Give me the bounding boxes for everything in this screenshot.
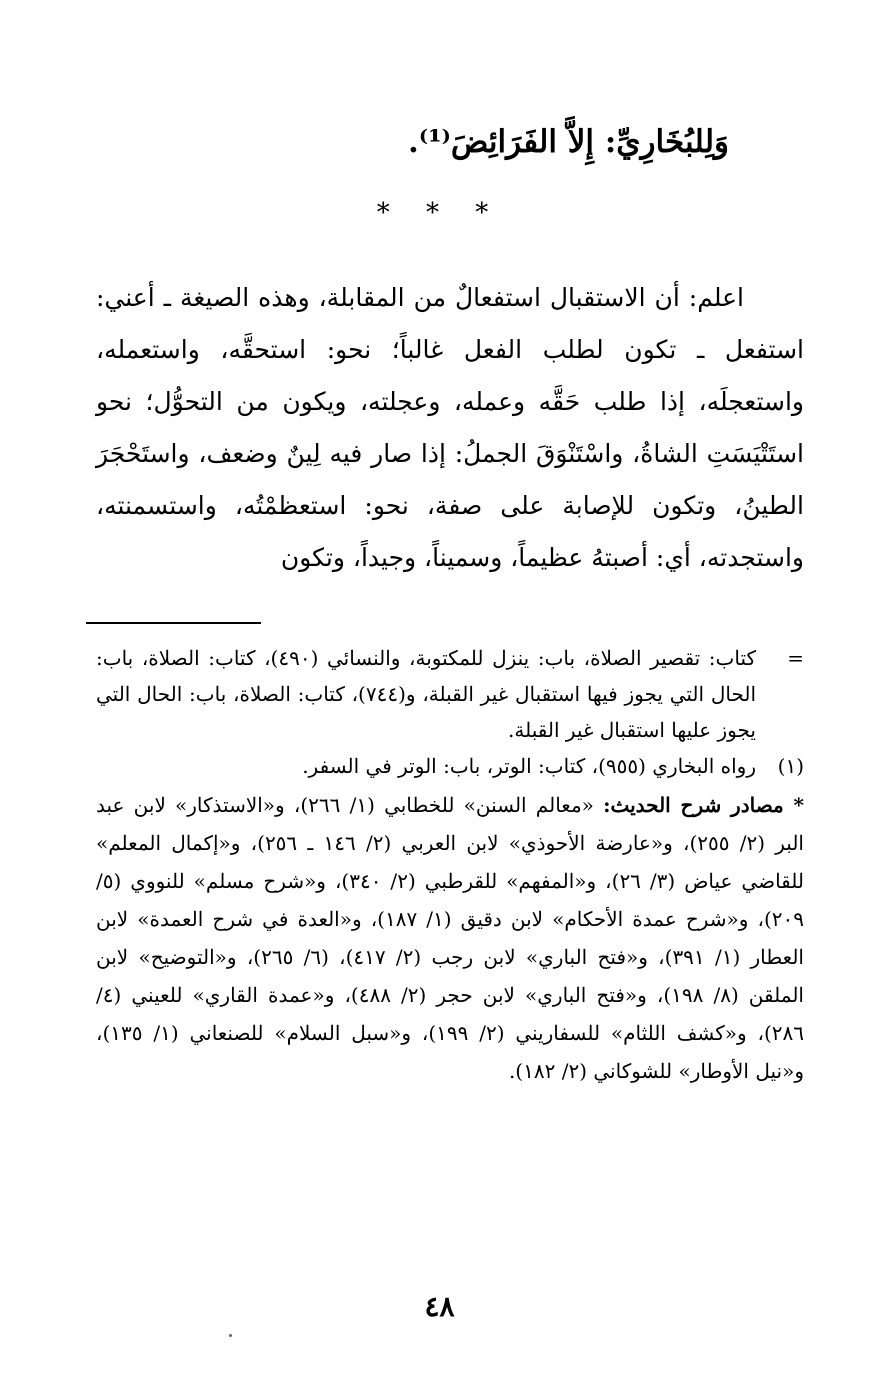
- section-separator: * * *: [376, 198, 503, 228]
- continuation-text: كتاب: تقصير الصلاة، باب: ينزل للمكتوبة، والنسائي (٤٩٠)، كتاب: الصلاة، باب: الحال التي يجوز فيها استقبال غير القبلة، و(٧٤٤)، كتاب: الصلاة، باب: الحال التي يجوز عليها استقبال غير القبلة.: [96, 646, 757, 742]
- main-paragraph: اعلم: أن الاستقبال استفعالٌ من المقابلة، وهذه الصيغة ـ أعني: استفعل ـ تكون لطلب الفعل غالباً؛ نحو: استحقَّه، واستعمله، واستعجلَه، إذا طلب حَقَّه وعمله، وعجلته، ويكون من التحوُّل؛ نحو استَتْيَسَتِ الشاةُ، واسْتَنْوَقَ الجملُ: إذا صار فيه لِينٌ وضعف، واستَحْجَرَ الطينُ، وتكون للإصابة على صفة، نحو: استعظمْتُه، واستسمنته، واستجدته، أي: أصبتهُ عظيماً، وسميناً، وجيداً، وتكون: [96, 283, 804, 572]
- footnote-1-text: رواه البخاري (٩٥٥)، كتاب: الوتر، باب: الوتر في السفر.: [302, 754, 756, 778]
- commentary-sources: [96, 786, 804, 1090]
- footnote-divider: [86, 622, 261, 624]
- page-number: ٤٨: [424, 1290, 455, 1323]
- footnote-continuation: [96, 640, 804, 748]
- sources-text: «معالم السنن» للخطابي (١/ ٢٦٦)، و«الاستذكار» لابن عبد البر (٢/ ٢٥٥)، و«عارضة الأحوذي» لابن العربي (٢/ ١٤٦ ـ ٢٥٦)، و«إكمال المعلم» للقاضي عياض (٣/ ٢٦)، و«المفهم» للقرطبي (٢/ ٣٤٠)، و«شرح مسلم» للنووي (٥/ ٢٠٩)، و«شرح عمدة الأحكام» لابن دقيق (١/ ١٨٧)، و«العدة في شرح العمدة» لابن العطار (١/ ٣٩١)، و«فتح الباري» لابن رجب (٢/ ٤١٧)، (٦/ ٢٦٥)، و«التوضيح» لابن الملقن (٨/ ١٩٨)، و«فتح الباري» لابن حجر (٢/ ٤٨٨)، و«عمدة القاري» للعيني (٤/ ٢٨٦)، و«كشف اللثام» للسفاريني (٢/ ١٩٩)، و«سبل السلام» للصنعاني (١/ ١٣٥)، و«نيل الأوطار» للشوكاني (٢/ ١٨٢).: [96, 793, 804, 1083]
- footnote-1: [96, 748, 804, 784]
- scan-speck: [229, 1334, 232, 1337]
- main-paragraph-block: [96, 272, 804, 584]
- continuation-marker: =: [787, 646, 804, 670]
- footnotes: [96, 640, 804, 1090]
- sources-lead: * مصادر شرح الحديث:: [603, 793, 804, 817]
- hadith-tail-line: وَلِلبُخَارِيِّ: إِلاَّ الفَرَائِضَ⁽¹⁾.: [408, 124, 729, 160]
- footnote-1-marker: (١): [777, 754, 804, 778]
